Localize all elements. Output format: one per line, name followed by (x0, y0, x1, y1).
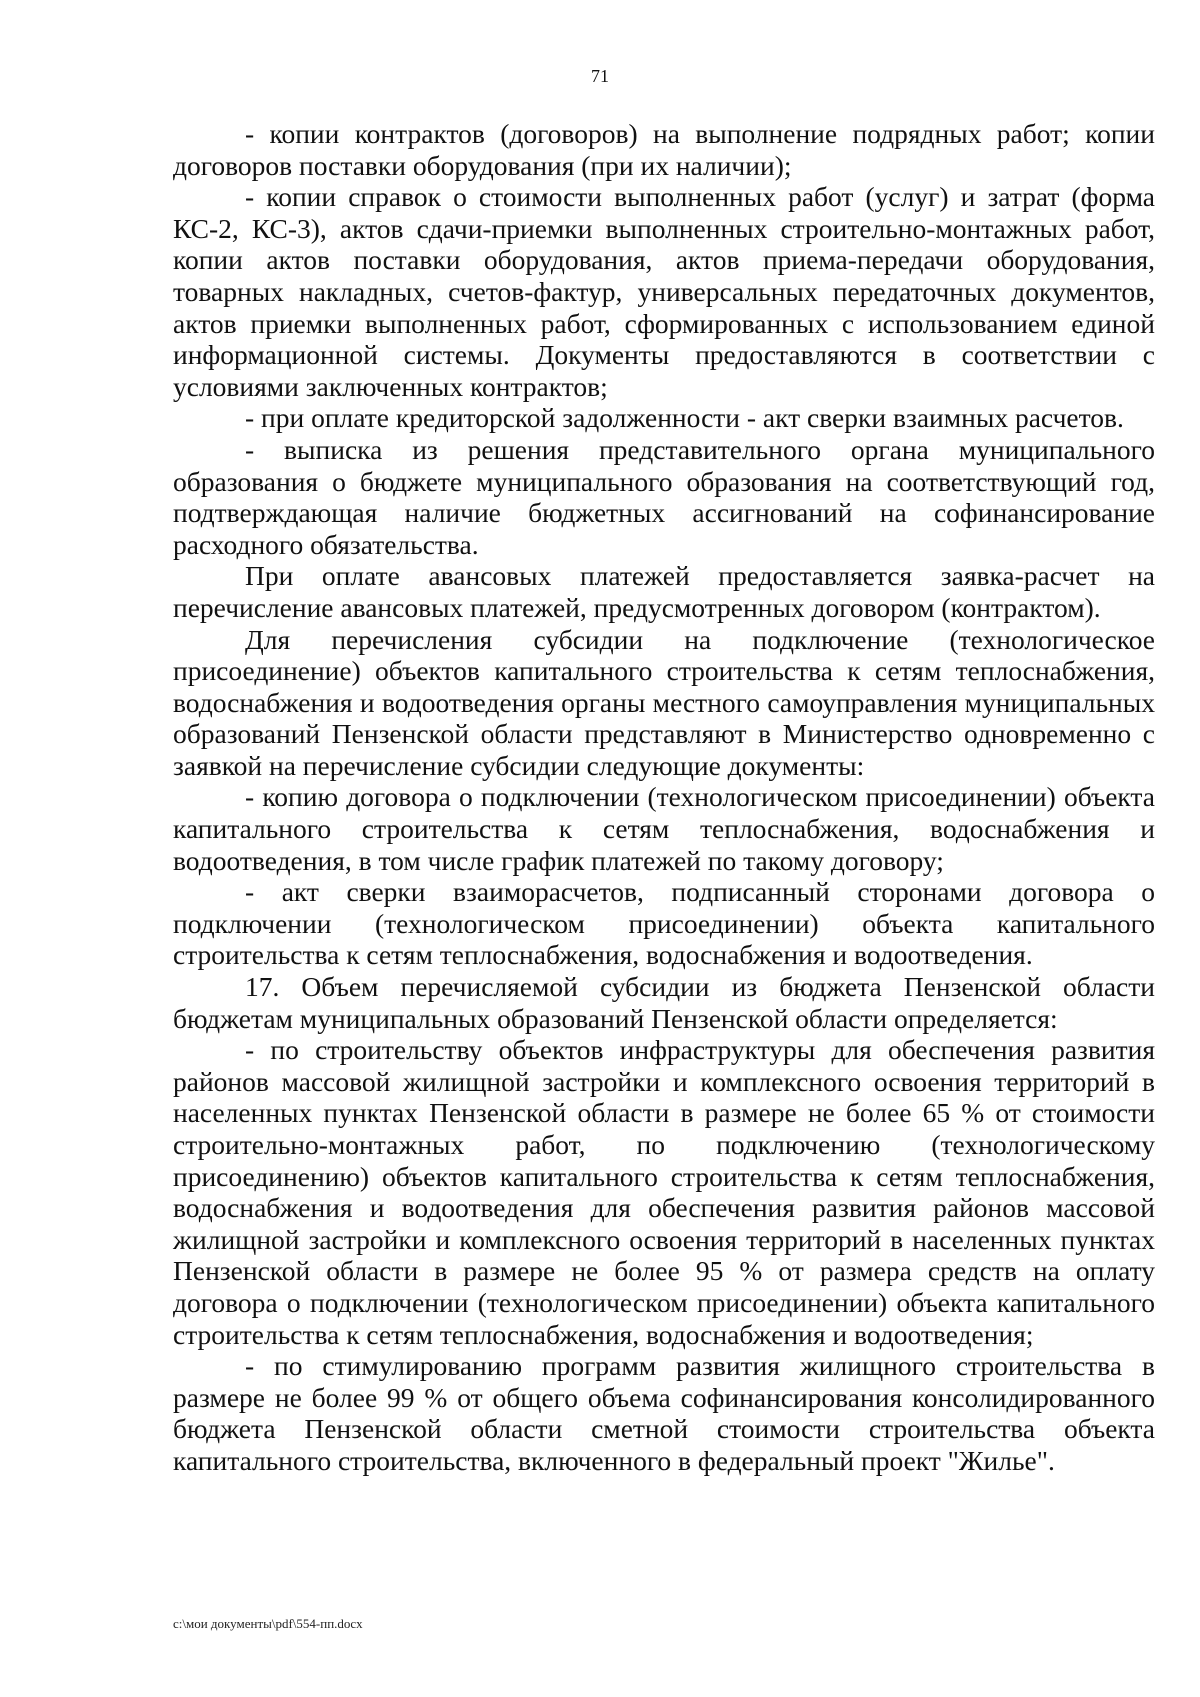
paragraph-budget-extract: - выписка из решения представительного органа муниципального образования о бюджете муниципального образования на соответствующий год, подтверждающая наличие бюджетных ассигнований на софинансирование расходного обязательства. (173, 433, 1155, 560)
paragraph-accounts-payable: - при оплате кредиторской задолженности - акт сверки взаимных расчетов. (245, 402, 1124, 434)
paragraph-reconciliation-act: - акт сверки взаиморасчетов, подписанный сторонами договора о подключении (технологическом присоединении) объекта капитального строительства к сетям теплоснабжения, водоснабжения и водоотведения. (173, 876, 1155, 971)
document-body (173, 118, 1155, 1477)
paragraph-cost-certificates: - копии справок о стоимости выполненных работ (услуг) и затрат (форма КС-2, КС-3), актов сдачи-приемки выполненных строительно-монтажных работ, копии актов поставки оборудования, актов приема-передачи оборудования, товарных накладных, счетов-фактур, универсальных передаточных документов, актов приемки выполненных работ, сформированных с использованием единой информационной системы. Документы предоставляются в соответствии с условиями заключенных контрактов; (173, 181, 1155, 402)
paragraph-contracts-copies: - копии контрактов (договоров) на выполнение подрядных работ; копии договоров поставки оборудования (при их наличии); (173, 118, 1155, 181)
paragraph-connection-contract: - копию договора о подключении (технологическом присоединении) объекта капитального строительства к сетям теплоснабжения, водоснабжения и водоотведения, в том числе график платежей по такому договору; (173, 781, 1155, 876)
paragraph-housing-programs: - по стимулированию программ развития жилищного строительства в размере не более 99 % от общего объема софинансирования консолидированного бюджета Пензенской области сметной стоимости строительства объекта капитального строительства, включенного в федеральный проект "Жилье". (173, 1350, 1155, 1476)
paragraph-advance-payments: При оплате авансовых платежей предоставляется заявка-расчет на перечисление авансовых платежей, предусмотренных договором (контрактом). (173, 560, 1155, 623)
paragraph-connection-subsidy: Для перечисления субсидии на подключение (технологическое присоединение) объектов капитального строительства к сетям теплоснабжения, водоснабжения и водоотведения органы местного самоуправления муниципальных образований Пензенской области представляют в Министерство одновременно с заявкой на перечисление субсидии следующие документы: (173, 623, 1155, 781)
paragraph-item-17: 17. Объем перечисляемой субсидии из бюджета Пензенской области бюджетам муниципальных образований Пензенской области определяется: (173, 971, 1155, 1034)
paragraph-infrastructure-construction: - по строительству объектов инфраструктуры для обеспечения развития районов массовой жилищной застройки и комплексного освоения территорий в населенных пунктах Пензенской области в размере не более 65 % от стоимости строительно-монтажных работ, по подключению (технологическому присоединению) объектов капитального строительства к сетям теплоснабжения, водоснабжения и водоотведения для обеспечения развития районов массовой жилищной застройки и комплексного освоения территорий в населенных пунктах Пензенской области в размере не более 95 % от размера средств на оплату договора о подключении (технологическом присоединении) объекта капитального строительства к сетям теплоснабжения, водоснабжения и водоотведения; (173, 1034, 1155, 1350)
footer-file-path: c:\мои документы\pdf\554-пп.docx (173, 1616, 363, 1631)
page-number: 71 (591, 66, 609, 86)
